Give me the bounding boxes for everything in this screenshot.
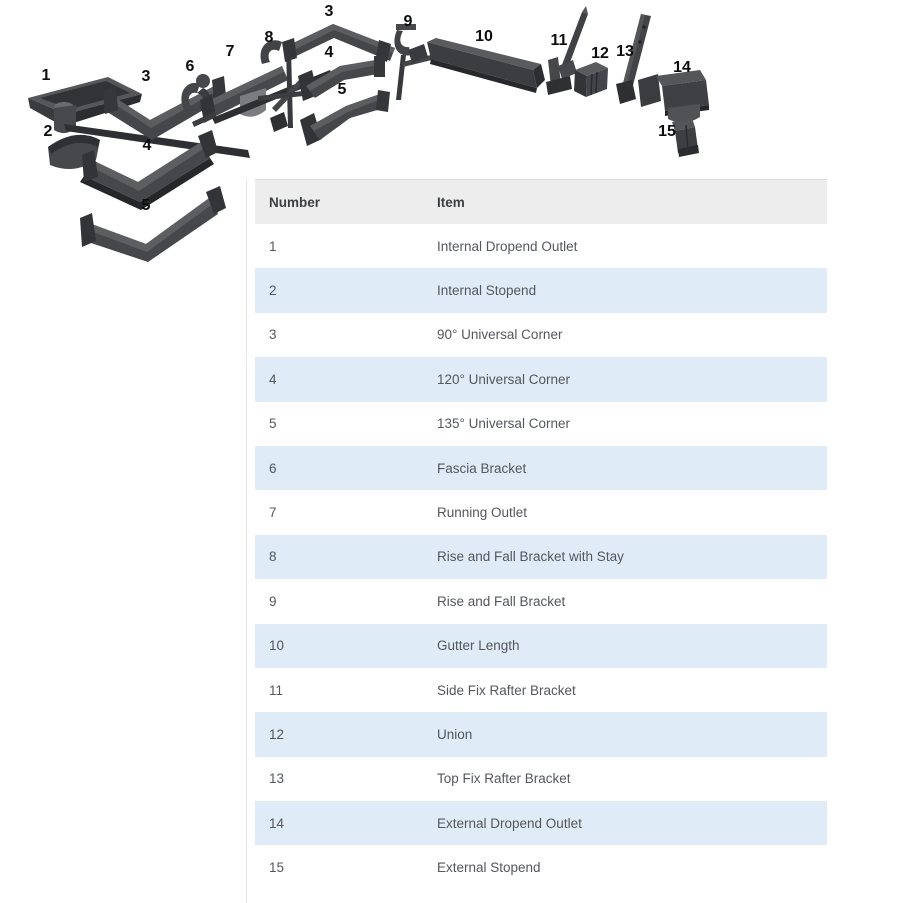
parts-table-container <box>255 179 827 890</box>
table-row <box>255 845 827 889</box>
part-number-label: 11 <box>550 32 568 49</box>
part-number-label: 5 <box>337 81 347 98</box>
part-number-cell: 9 <box>255 579 437 623</box>
part-9-rise-and-fall-bracket <box>394 24 436 100</box>
column-header-number: Number <box>255 180 437 225</box>
table-row <box>255 801 827 845</box>
part-name-cell: Rise and Fall Bracket with Stay <box>437 535 827 579</box>
part-name-cell: Union <box>437 712 827 756</box>
part-name-cell: Running Outlet <box>437 490 827 534</box>
table-row <box>255 313 827 357</box>
part-number-cell: 7 <box>255 490 437 534</box>
part-name-cell: 120° Universal Corner <box>437 357 827 401</box>
part-number-label: 15 <box>658 123 676 140</box>
part-number-label: 4 <box>142 137 152 154</box>
part-number-cell: 14 <box>255 801 437 845</box>
part-number-cell: 3 <box>255 313 437 357</box>
table-row <box>255 446 827 490</box>
table-row <box>255 668 827 712</box>
table-left-rule <box>246 179 247 903</box>
part-number-label: 1 <box>41 67 51 84</box>
table-row <box>255 579 827 623</box>
part-number-label: 10 <box>475 28 493 45</box>
parts-table <box>255 179 827 890</box>
table-row <box>255 712 827 756</box>
table-header-row <box>255 180 827 225</box>
part-name-cell: Top Fix Rafter Bracket <box>437 757 827 801</box>
part-number-cell: 8 <box>255 535 437 579</box>
parts-table-body <box>255 224 827 890</box>
part-number-cell: 5 <box>255 402 437 446</box>
part-number-label: 3 <box>324 3 334 20</box>
part-number-label: 5 <box>141 197 151 214</box>
part-15-external-stopend <box>672 118 699 157</box>
table-row <box>255 268 827 312</box>
part-name-cell: Side Fix Rafter Bracket <box>437 668 827 712</box>
part-number-cell: 15 <box>255 845 437 889</box>
part-number-label: 4 <box>324 44 334 61</box>
part-name-cell: Rise and Fall Bracket <box>437 579 827 623</box>
part-number-cell: 6 <box>255 446 437 490</box>
part-name-cell: External Dropend Outlet <box>437 801 827 845</box>
part-number-cell: 2 <box>255 268 437 312</box>
part-number-cell: 4 <box>255 357 437 401</box>
part-name-cell: External Stopend <box>437 845 827 889</box>
table-row <box>255 535 827 579</box>
part-number-cell: 10 <box>255 624 437 668</box>
part-name-cell: 90° Universal Corner <box>437 313 827 357</box>
part-number-label: 12 <box>591 45 609 62</box>
part-name-cell: Internal Stopend <box>437 268 827 312</box>
table-row <box>255 402 827 446</box>
part-number-cell: 12 <box>255 712 437 756</box>
table-row <box>255 224 827 268</box>
part-number-label: 7 <box>225 43 235 60</box>
part-name-cell: 135° Universal Corner <box>437 402 827 446</box>
part-name-cell: Gutter Length <box>437 624 827 668</box>
part-10-gutter-length <box>408 38 545 93</box>
table-row <box>255 357 827 401</box>
part-number-label: 8 <box>264 29 274 46</box>
table-row <box>255 624 827 668</box>
part-number-label: 3 <box>141 68 151 85</box>
part-number-label: 6 <box>185 58 195 75</box>
part-number-cell: 11 <box>255 668 437 712</box>
table-row <box>255 490 827 534</box>
table-row <box>255 757 827 801</box>
column-header-item: Item <box>437 180 827 225</box>
part-5-135-universal-corner-right <box>300 90 390 146</box>
part-number-label: 13 <box>616 43 634 60</box>
part-12-union <box>574 62 608 97</box>
part-number-label: 14 <box>673 59 691 76</box>
part-number-label: 9 <box>403 13 413 30</box>
part-number-cell: 1 <box>255 224 437 268</box>
part-number-cell: 13 <box>255 757 437 801</box>
part-name-cell: Internal Dropend Outlet <box>437 224 827 268</box>
part-14-external-dropend-outlet <box>638 70 709 123</box>
part-number-label: 2 <box>43 123 53 140</box>
part-name-cell: Fascia Bracket <box>437 446 827 490</box>
